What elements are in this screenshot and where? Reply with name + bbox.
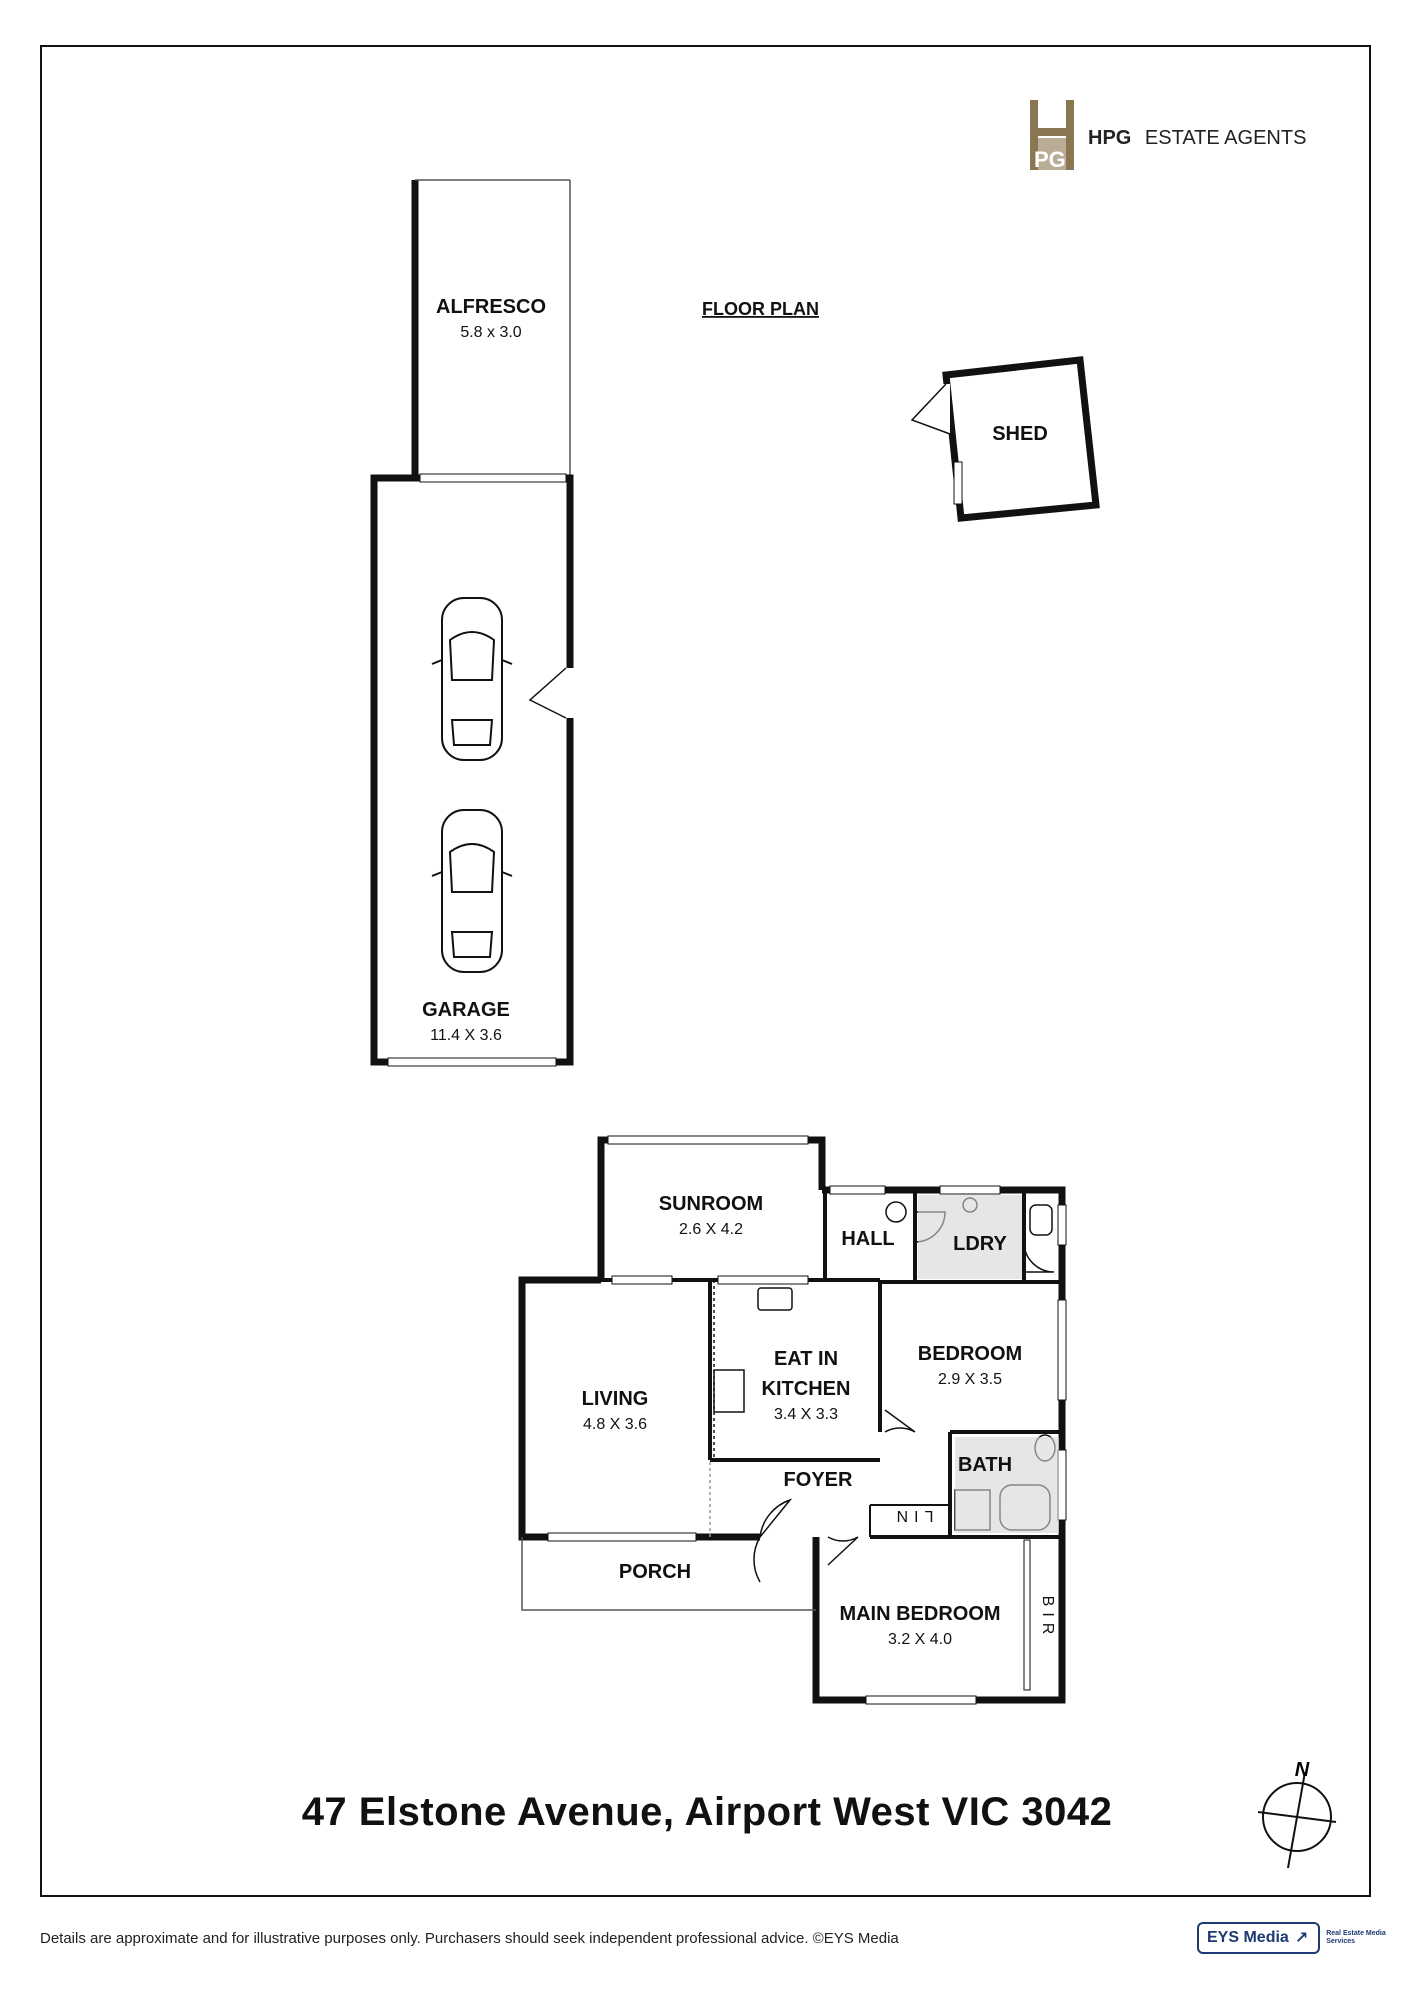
eys-logo-name: EYS Media [1207,1929,1289,1946]
garage-label: GARAGE [422,999,510,1021]
living-label: LIVING [581,1388,649,1410]
sunroom-dims: 2.6 X 4.2 [678,1221,744,1238]
bath-fill [955,1437,1059,1533]
car-icon [432,810,512,972]
compass-north-label: N [1294,1759,1310,1781]
alfresco-label: ALFRESCO [436,296,546,318]
bath-label: BATH [957,1454,1013,1476]
garage-dims: 11.4 X 3.6 [430,1027,502,1044]
foyer-label: FOYER [783,1469,853,1491]
brand-name [1088,127,1306,149]
linen-label: LIN [890,1507,934,1524]
living-dims: 4.8 X 3.6 [582,1416,648,1433]
bedroom-dims: 2.9 X 3.5 [937,1371,1003,1388]
sunroom-label: SUNROOM [658,1193,764,1215]
shed-label: SHED [992,423,1048,445]
svg-text:PG: PG [1034,147,1066,172]
main-bedroom-dims: 3.2 X 4.0 [887,1631,953,1648]
property-address: 47 Elstone Avenue, Airport West VIC 3042 [301,1790,1113,1834]
eys-logo-box [1197,1922,1320,1954]
alfresco-dims: 5.8 x 3.0 [460,324,522,341]
bedroom-label: BEDROOM [917,1343,1023,1365]
eys-logo-tagline: Real Estate Media Services [1326,1930,1386,1945]
arrow-up-icon: ↗ [1294,1930,1309,1947]
garage-room [374,474,574,1066]
porch-label: PORCH [618,1561,692,1583]
eys-media-logo [1197,1920,1386,1956]
bir-label: BIR [1039,1595,1056,1641]
kitchen-label-line1: EAT IN [773,1348,839,1370]
main-bedroom-label: MAIN BEDROOM [839,1603,1001,1625]
hall-label: HALL [841,1228,895,1250]
car-icon [432,598,512,760]
hpg-logo [1030,100,1074,172]
kitchen-label-line2: KITCHEN [761,1378,851,1400]
laundry-label: LDRY [953,1233,1007,1255]
brand-name-bold: HPG [1088,127,1132,149]
plan-title: FLOOR PLAN [702,299,819,319]
kitchen-dims: 3.4 X 3.3 [773,1406,839,1423]
disclaimer: Details are approximate and for illustrative purposes only. Purchasers should seek independent professional advice. ©EYS Media [40,1930,899,1947]
brand-name-rest: ESTATE AGENTS [1144,127,1307,149]
